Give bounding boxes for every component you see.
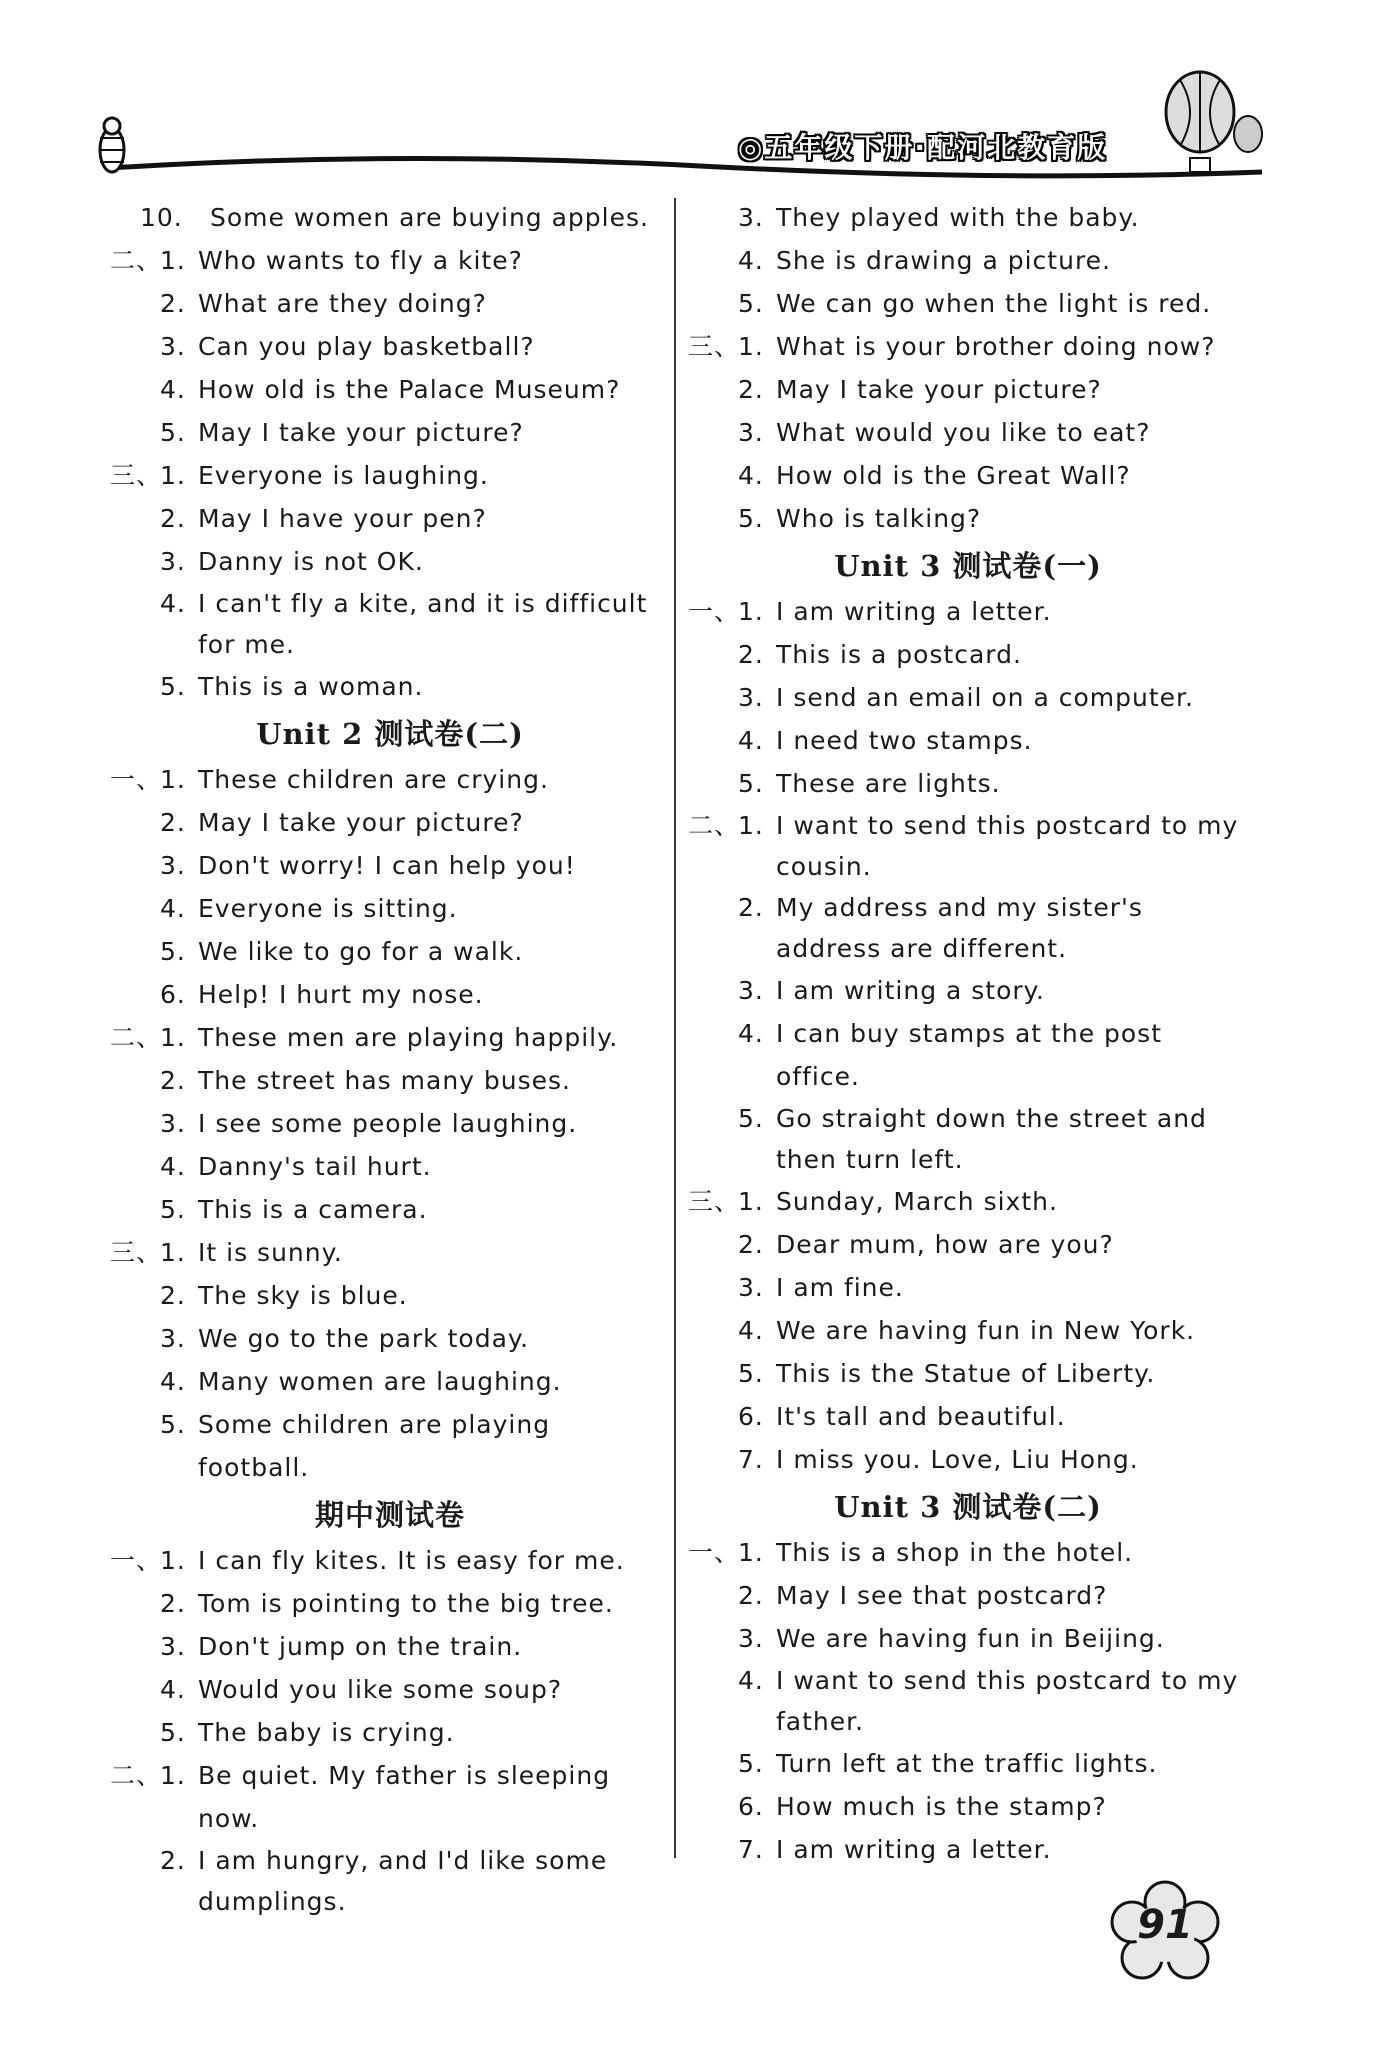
answer-item [110,239,670,282]
answer-item [110,1625,670,1668]
part-marker: 一、 [110,1546,163,1575]
answer-item [110,1317,670,1360]
item-number: 2. [160,1066,186,1095]
section-heading: Unit 3 测试卷(二) [834,1490,1102,1524]
answer-text: How old is the Great Wall? [776,461,1131,490]
part-marker: 三、 [688,1187,741,1216]
answer-item [110,1668,670,1711]
answer-item [688,1574,1248,1617]
answer-text: Who is talking? [776,504,982,533]
item-number: 6. [738,1792,764,1821]
answer-text: Don't worry! I can help you! [198,851,576,880]
answer-item [110,1059,670,1102]
section-heading: Unit 3 测试卷(一) [834,549,1102,583]
answer-text: May I take your picture? [198,418,524,447]
item-number: 2. [738,893,764,922]
answer-section [110,712,670,1489]
answer-text: The baby is crying. [198,1718,455,1747]
page-number-badge [1110,1880,1220,1980]
item-number: 1. [738,1538,764,1567]
item-number: 3. [738,418,764,447]
item-number: 5. [738,1104,764,1133]
answer-text: I can buy stamps at the post office. [776,1019,1163,1091]
item-number: 6. [738,1402,764,1431]
item-number: 4. [738,1316,764,1345]
item-number: 5. [160,1195,186,1224]
answer-text: May I have your pen? [198,504,487,533]
answer-item [110,1539,670,1582]
item-number: 3. [738,203,764,232]
answer-text: Don't jump on the train. [198,1632,523,1661]
part-marker: 三、 [688,332,741,361]
answer-text: I miss you. Love, Liu Hong. [776,1445,1139,1474]
book-edition-title: ◎五年级下册·配河北教育版 [738,131,1108,164]
answer-item [688,411,1248,454]
item-number: 1. [160,1238,186,1267]
answer-item [688,325,1248,368]
item-number: 1. [738,1187,764,1216]
answer-item [688,1828,1248,1871]
answer-item [688,196,1248,239]
answer-text: We are having fun in Beijing. [776,1624,1165,1653]
answer-item [110,930,670,973]
item-number: 7. [738,1445,764,1474]
item-number: 2. [738,1581,764,1610]
answer-text: We can go when the light is red. [776,289,1212,318]
answer-text: These men are playing happily. [198,1023,619,1052]
item-number: 4. [738,726,764,755]
answer-item [110,801,670,844]
item-number: 5. [160,418,186,447]
answer-item [110,325,670,368]
item-number: 5. [160,937,186,966]
worm-icon [100,118,124,172]
item-number: 4. [160,589,186,618]
answer-item [688,1617,1248,1660]
answer-item [110,1102,670,1145]
item-number: 3. [160,1632,186,1661]
item-number: 6. [160,980,186,1009]
item-number: 3. [160,1324,186,1353]
answer-item [688,497,1248,540]
part-marker: 二、 [110,1761,163,1790]
answer-section [688,1485,1248,1871]
answer-text: Would you like some soup? [198,1675,563,1704]
answer-text: Can you play basketball? [198,332,535,361]
answer-item [110,1403,670,1489]
answer-item [110,1145,670,1188]
item-number: 1. [160,461,186,490]
part-marker: 一、 [688,1538,741,1567]
hot-air-balloon-icon [1166,72,1262,172]
answer-text: We like to go for a walk. [198,937,524,966]
answer-text: May I see that postcard? [776,1581,1108,1610]
answer-text: Who wants to fly a kite? [198,246,523,275]
item-number: 4. [160,1152,186,1181]
item-number: 2. [738,640,764,669]
answer-text: I am writing a letter. [776,597,1052,626]
item-number: 5. [738,1359,764,1388]
answer-item [110,1754,670,1840]
answer-item [110,1274,670,1317]
answer-text: Some children are playing football. [198,1410,551,1482]
item-number: 10. [140,203,183,232]
item-number: 3. [160,332,186,361]
item-number: 1. [738,332,764,361]
page-number: 91 [1137,1902,1193,1948]
item-number: 4. [160,894,186,923]
answer-item [688,1660,1248,1742]
item-number: 3. [160,547,186,576]
answer-item [688,1531,1248,1574]
answer-text: Many women are laughing. [198,1367,562,1396]
page-header [0,0,1380,200]
answer-item [110,368,670,411]
item-number: 1. [738,597,764,626]
answer-item [688,969,1248,1012]
item-number: 3. [738,683,764,712]
answer-item [688,1742,1248,1785]
answer-text: What would you like to eat? [776,418,1151,447]
item-number: 7. [738,1835,764,1864]
answer-item [110,196,670,239]
item-number: 3. [160,1109,186,1138]
answer-item [688,1266,1248,1309]
item-number: 2. [160,1281,186,1310]
answer-item [688,454,1248,497]
answer-text: Be quiet. My father is sleeping now. [198,1761,611,1833]
item-number: 4. [160,1367,186,1396]
answer-item [110,1840,670,1922]
answer-section [688,544,1248,1481]
answer-item [110,1231,670,1274]
answer-item [688,1785,1248,1828]
answer-item [110,497,670,540]
answer-text: I see some people laughing. [198,1109,578,1138]
answer-item [110,411,670,454]
answer-text: What is your brother doing now? [776,332,1216,361]
answer-section [110,196,670,708]
answer-item [688,1012,1248,1098]
answer-text: I am writing a letter. [776,1835,1052,1864]
item-number: 1. [738,811,764,840]
answer-text: Everyone is laughing. [198,461,489,490]
answer-item [688,805,1248,887]
answer-item [110,758,670,801]
answer-item [110,540,670,583]
answer-text: Help! I hurt my nose. [198,980,484,1009]
answer-text: May I take your picture? [776,375,1102,404]
part-marker: 三、 [110,461,163,490]
answer-item [110,1582,670,1625]
answer-text: I can't fly a kite, and it is difficult for me. [198,589,648,659]
answer-item [688,1223,1248,1266]
answer-text: How old is the Palace Museum? [198,375,621,404]
answer-text: This is a shop in the hotel. [776,1538,1134,1567]
item-number: 3. [738,1624,764,1653]
left-column [110,196,670,1922]
answer-item [110,665,670,708]
answer-text: I send an email on a computer. [776,683,1194,712]
answer-text: I want to send this postcard to my cousin. [776,811,1239,881]
answer-text: Turn left at the traffic lights. [776,1749,1158,1778]
answer-text: I am writing a story. [776,976,1045,1005]
item-number: 5. [160,1410,186,1439]
column-divider [674,198,676,1858]
answer-text: This is a postcard. [776,640,1022,669]
item-number: 2. [160,289,186,318]
answer-item [110,973,670,1016]
answer-text: Sunday, March sixth. [776,1187,1058,1216]
item-number: 4. [160,1675,186,1704]
answer-item [110,1188,670,1231]
item-number: 1. [160,1023,186,1052]
answer-text: This is the Statue of Liberty. [776,1359,1156,1388]
answer-item [110,1360,670,1403]
answer-item [110,844,670,887]
answer-text: These are lights. [776,769,1001,798]
part-marker: 二、 [110,1023,163,1052]
answer-text: These children are crying. [198,765,549,794]
answer-item [688,633,1248,676]
answer-item [688,887,1248,969]
item-number: 5. [738,504,764,533]
section-heading: Unit 2 测试卷(二) [256,717,524,751]
answer-item [688,590,1248,633]
answer-item [688,719,1248,762]
item-number: 5. [160,672,186,701]
item-number: 2. [160,1846,186,1875]
answer-text: Tom is pointing to the big tree. [198,1589,614,1618]
answer-text: Danny is not OK. [198,547,424,576]
answer-item [110,887,670,930]
answer-item [688,1352,1248,1395]
item-number: 5. [738,1749,764,1778]
answer-item [110,454,670,497]
answer-item [688,676,1248,719]
item-number: 4. [738,461,764,490]
part-marker: 一、 [110,765,163,794]
answer-text: What are they doing? [198,289,487,318]
answer-text: May I take your picture? [198,808,524,837]
answer-item [110,1016,670,1059]
item-number: 5. [738,289,764,318]
answer-text: It's tall and beautiful. [776,1402,1066,1431]
part-marker: 一、 [688,597,741,626]
item-number: 4. [738,246,764,275]
answer-text: Go straight down the street and then turn left. [776,1104,1207,1174]
answer-text: I need two stamps. [776,726,1033,755]
item-number: 4. [160,375,186,404]
item-number: 2. [160,808,186,837]
answer-text: We are having fun in New York. [776,1316,1196,1345]
item-number: 4. [738,1666,764,1695]
answer-text: Danny's tail hurt. [198,1152,432,1181]
answer-text: I am fine. [776,1273,904,1302]
item-number: 3. [738,1273,764,1302]
item-number: 3. [160,851,186,880]
answer-text: This is a camera. [198,1195,428,1224]
answer-text: Everyone is sitting. [198,894,458,923]
answer-text: I want to send this postcard to my father. [776,1666,1239,1736]
item-number: 3. [738,976,764,1005]
answer-text: How much is the stamp? [776,1792,1107,1821]
answer-text: My address and my sister's address are different. [776,893,1143,963]
item-number: 1. [160,1546,186,1575]
right-column [688,196,1248,1871]
answer-item [688,282,1248,325]
answer-item [110,583,670,665]
answer-item [110,1711,670,1754]
answer-text: We go to the park today. [198,1324,530,1353]
answer-text: She is drawing a picture. [776,246,1112,275]
answer-item [688,1309,1248,1352]
answer-section [688,196,1248,540]
item-number: 2. [738,375,764,404]
part-marker: 二、 [110,246,163,275]
answer-text: I can fly kites. It is easy for me. [198,1546,625,1575]
answer-text: This is a woman. [198,672,424,701]
item-number: 2. [160,504,186,533]
answer-section [110,1493,670,1922]
answer-text: The street has many buses. [198,1066,571,1095]
item-number: 5. [738,769,764,798]
section-heading: 期中测试卷 [314,1498,465,1532]
answer-text: Some women are buying apples. [210,203,649,232]
answer-item [688,1098,1248,1180]
header-decoration [0,0,1380,200]
answer-text: Dear mum, how are you? [776,1230,1114,1259]
answer-item [688,368,1248,411]
item-number: 2. [738,1230,764,1259]
part-marker: 三、 [110,1238,163,1267]
item-number: 1. [160,246,186,275]
answer-text: The sky is blue. [198,1281,408,1310]
part-marker: 二、 [688,811,741,840]
answer-text: They played with the baby. [776,203,1140,232]
item-number: 5. [160,1718,186,1747]
answer-item [688,1438,1248,1481]
answer-text: It is sunny. [198,1238,343,1267]
answer-item [110,282,670,325]
item-number: 1. [160,765,186,794]
answer-item [688,762,1248,805]
item-number: 2. [160,1589,186,1618]
answer-item [688,1180,1248,1223]
item-number: 4. [738,1019,764,1048]
item-number: 1. [160,1761,186,1790]
answer-item [688,1395,1248,1438]
answer-item [688,239,1248,282]
answer-text: I am hungry, and I'd like some dumplings. [198,1846,608,1916]
